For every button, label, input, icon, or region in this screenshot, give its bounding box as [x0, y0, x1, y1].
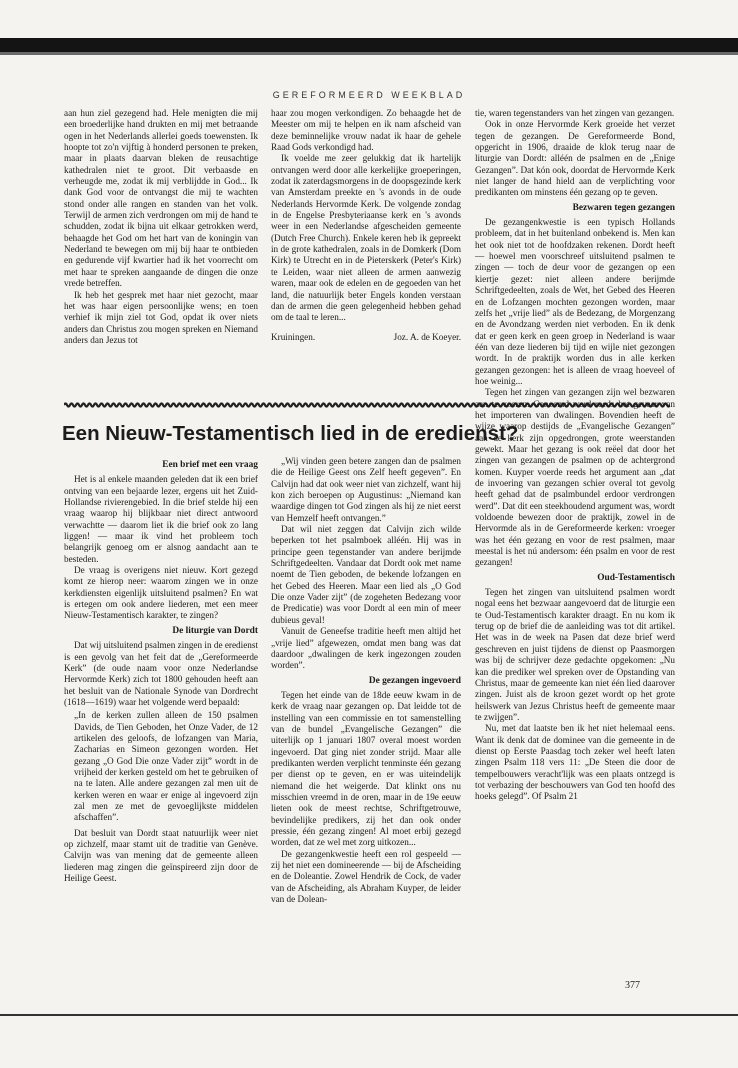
section-heading: Oud-Testamentisch	[597, 572, 675, 583]
paragraph: Nu, met dat laatste ben ik het niet helemaal eens. Want ik denk dat de dominee van die gemeente in de dienst op Eerste Paasdag toch zeker wel heeft laten zingen Psalm 118 vers 11: „De Steen die door de tempelbouwers veracht'lijk was een plaats ontzegd is tot verbazing der beschouwers van God ten hoofd des hoeks gelegd”. Of Psalm 21	[475, 723, 675, 802]
paragraph: Ook in onze Hervormde Kerk groeide het verzet tegen de gezangen. De Gereformeerde Bond, opgericht in 1906, draaide de klok terug naar de liturgie van Dordt: alléén de psalmen en de „Enige Gezangen”. Dat kón ook, doordat de Hervormde Kerk niet langer de hand hield aan de verplichting voor predikanten om minstens één gezang op te geven.	[475, 119, 675, 198]
section-heading: De liturgie van Dordt	[172, 625, 258, 636]
paragraph: Dat besluit van Dordt staat natuurlijk weer niet op zichzelf, maar stamt uit de traditie van Genève. Calvijn was van mening dat de gemeente alleen liederen mag zingen die geïnspireerd zijn door de Heilige Geest.	[64, 827, 258, 884]
paragraph: haar zou mogen verkondigen. Zo behaagde het de Meester om mij te helpen en ik nam afscheid van deze beminnelijke vrouw nadat ik haar de gehele Raad Gods verkondigd had.	[271, 108, 461, 153]
article-column-3	[475, 108, 675, 803]
paragraph: Tegen het einde van de 18de eeuw kwam in de kerk de vraag naar gezangen op. Dat leidde tot de instelling van een commissie en tot samenstelling van de bundel „Evangelische Gezangen” die uiterlijk op 1 januari 1807 overal moest worden ingevoerd. Dat ging niet zonder strijd. Maar alle predikanten werden verplicht tenminste één gezang per dienst op te geven, en er was uiteindelijk niemand die het weigerde. Dat klinkt ons nu misschien vreemd in de oren, maar in de 19e eeuw lieten ook de meest rechtse, Schriftgetrouwe, bevindelijke predikers, zij het dan ook onder pressie, één gezang zingen! Al moet erbij gezegd worden, dat ze wel met zorg uitkozen...	[271, 689, 461, 848]
paragraph: Vanuit de Geneefse traditie heeft men altijd het „vrije lied” afgewezen, omdat men bang was dat daardoor „dwalingen de kerk ingezongen zouden worden”.	[271, 626, 461, 671]
section-heading: Bezwaren tegen gezangen	[572, 202, 675, 213]
paragraph: De gezangenkwestie is een typisch Hollands probleem, dat in het buitenland onbekend is. Men kan het ook niet tot de hoofdzaken rekenen. Dordt heeft — hoewel men voorschreef uitsluitend psalmen te zingen — toch de deur voor de gezangen op een kiertje gezet: niet alleen andere berijmde Schriftgedeelten, zoals de Wet, het Gebed des Heeren en de Lofzangen mochten gezongen worden, maar zelfs het „vrije lied” als de Bedezang, de Morgenzang en de Avondzang werden niet verboden. En ik denk dat er geen kerk en geen groep in Nederland is waar één van deze liederen bij tijd en wijle niet gezongen wordt. In de praktijk worden dus in alle kerken gezangen gezongen: het is alleen de vraag hoeveel of hoe weinig...	[475, 217, 675, 386]
page-number: 377	[625, 980, 640, 991]
article-title: Een Nieuw-Testamentisch lied in de eredienst?	[62, 422, 519, 445]
article-column-2	[271, 456, 461, 905]
quotation: „In de kerken zullen alleen de 150 psalmen Davids, de Tien Geboden, het Onze Vader, de 12 artikelen des geloofs, de lofzangen van Maria, Zacharias en Simeon gezongen worden. Het gezang „O God Die onze Vader zijt” wordt in de vrijheid der kerken gesteld om het te gebruiken of na te laten. Alle andere gezangen zal men uit de kerken weren en waar er enige al ingevoerd zijn zal men ze met de gevoeglijkste middelen afschaffen”.	[74, 710, 258, 823]
paragraph: Tegen het zingen van gezangen zijn wel bezwaren aan te voeren. Genoemd werd reeds het gevaar van het importeren van dwalingen. Bovendien heeft de wijze waarop destijds de „Evangelische Gezangen” aan de kerk zijn opgedrongen, grote weerstanden gewekt. Maar het gezang is ook reëel dat door het zingen van gezangen de psalmen op de achtergrond komen. Kuyper voerde reeds het argument aan „dat de invoering van gezangen schier overal tot gevolg heeft gehad dat de psalmbundel erdoor verdrongen werd”. Dat dit een steekhoudend argument was, wordt voldoende bewezen door de praktijk, zowel in de Hervormde als in de Gereformeerde kerken: vroeger was het één gezang en voor de rest psalmen, maar meestal is het nú andersom: één psalm en voor de rest gezangen!	[475, 387, 675, 568]
paragraph: Dat wij uitsluitend psalmen zingen in de eredienst is een gevolg van het feit dat de „Gereformeerde Kerk” (de oude naam voor onze Nederlandse Hervormde Kerk) zich tot 1800 gehouden heeft aan het besluit van de Nationale Synode van Dordrecht (1618—1619) waar het volgende werd bepaald:	[64, 640, 258, 707]
paragraph: De vraag is overigens niet nieuw. Kort gezegd komt ze hierop neer: waarom zingen we in onze kerkdiensten eigenlijk uitsluitend psalmen? En wat is ertegen om ook andere liederen, met een meer Nieuw-Testamentisch karakter, te zingen?	[64, 565, 258, 621]
section-heading: De gezangen ingevoerd	[368, 675, 461, 686]
paragraph: Tegen het zingen van uitsluitend psalmen wordt nogal eens het bezwaar aangevoerd dat de liturgie een te Oud-Testamentisch karakter draagt. En nu kom ik terug op de brief die de aanleiding was tot dit artikel. Het was in de week na Pasen dat deze brief werd geschreven en juist tijdens de dienst op Paasmorgen was bij de schrijver deze gedachte opgekomen: „Nu kan die prediker wel spreken over de Opstanding van Christus, maar de gemeente kan niet één lied daarover zingen. Juist als de kroon gezet wordt op het grote heilswerk van Jezus Christus heeft de gemeente maar te zwijgen”.	[475, 587, 675, 722]
section-heading: Een brief met een vraag	[162, 460, 258, 470]
top-border-bar	[0, 38, 738, 52]
bottom-border-line	[0, 1014, 738, 1016]
running-head: GEREFORMEERD WEEKBLAD	[272, 90, 466, 100]
paragraph: Ik heb het gesprek met haar niet gezocht, maar het was haar eigen persoonlijke wens; en toen verhief ik mijn ziel tot God, opdat ik over niets anders dan Christus zou mogen spreken en Niemand anders dan Jezus tot	[64, 289, 258, 345]
signature	[271, 332, 461, 343]
paragraph: Het is al enkele maanden geleden dat ik een brief ontving van een bejaarde lezer, ergens uit het Zuid-Hollandse rivierengebied. In die brief stelde hij een vraag waarop hij blijkbaar niet direct antwoord verwachtte — daarom liet ik die brief ook zo lang liggen! — maar ik vind het probleem toch belangrijk genoeg om er alsnog aandacht aan te besteden.	[64, 474, 258, 564]
paragraph: tie, waren tegenstanders van het zingen van gezangen.	[475, 108, 675, 118]
top-border-shadow	[0, 52, 738, 55]
paragraph: Dat wil niet zeggen dat Calvijn zich wilde beperken tot het psalmboek alléén. Hij was in principe geen tegenstander van andere berijmde Schriftgedeelten. Vandaar dat Dordt ook met name noemt de Tien geboden, de bekende lofzangen en het Gebed des Heeren. Maar een lied als „O God Die onze Vader zijt” (de zogeheten Bedezang voor de Predicatie) was voor Dordt al een min of meer dubieus geval!	[271, 524, 461, 625]
top-column-1	[64, 108, 258, 346]
paragraph: Ik voelde me zeer gelukkig dat ik hartelijk ontvangen werd door alle kerkelijke groeperingen, zodat ik zaterdagsmorgens in de doopsgezinde kerk van Amsterdam preekte en 's avonds in de oude Nederlands Hervormde Kerk. De volgende zondag in de Engelse Presbyteriaanse kerk en 's avonds weer in een Nederlandse afgescheiden gemeente (Dutch Free Church). Enkele keren heb ik gepreekt in de grote kathedralen, zoals in de Domkerk (Dom Kirk) te Utrecht en in de Pieterskerk (Peter's Kirk) te Leiden, waar niet alleen de armen aanwezig waren, maar ook de edelen en de gegoeden van het land, die natuurlijk beter Engels konden verstaan dan de armen die geen gelegenheid hebben gehad om de taal te leren...	[271, 153, 461, 323]
paragraph: De gezangenkwestie heeft een rol gespeeld — zij het niet een domineerende — bij de Afscheiding en de Doleantie. Zowel Hendrik de Cock, de vader van de Afscheiding, als Abraham Kuyper, de leider van de Dolean-	[271, 848, 461, 905]
signature-name: Joz. A. de Koeyer.	[393, 331, 461, 342]
paragraph: „Wij vinden geen betere zangen dan de psalmen die de Heilige Geest ons Zelf heeft gegeven”. En Calvijn had dat ook weer niet van zichzelf, want hij kon zich beroepen op Augustinus: „Niemand kan waardige dingen tot God zingen als hij ze niet eerst van Hemzelf heeft ontvangen.”	[271, 456, 461, 523]
article-column-1	[64, 456, 258, 884]
signature-place: Kruiningen.	[271, 331, 316, 342]
top-column-2	[271, 108, 461, 343]
paragraph: aan hun ziel gezegend had. Hele menigten die mij een broederlijke hand drukten en mij met betraande ogen in het Nederlands allerlei goeds toewensten. Ik hoopte tot zo'n vijftig à honderd personen te preken, maar in plaats daarvan bleken de reusachtige kathedralen niet te groot. Dit verbaasde en verheugde me, zodat ik mij verblijdde in God... Ik dank God voor de ontvangst die mij te wachten stond onder alle rangen en standen van het volk. Terwijl de armen zich verdrongen om mij de hand te schudden, zodat ik bijna uit elkaar getrokken werd, behaagde het God om het hart van de koningin van Nederland te bewegen om mij bij haar te ontbieden en gedurende vijf kwartier had ik het voorrecht om met haar te spreken aangaande de dingen die onze vrede betreffen.	[64, 108, 258, 289]
